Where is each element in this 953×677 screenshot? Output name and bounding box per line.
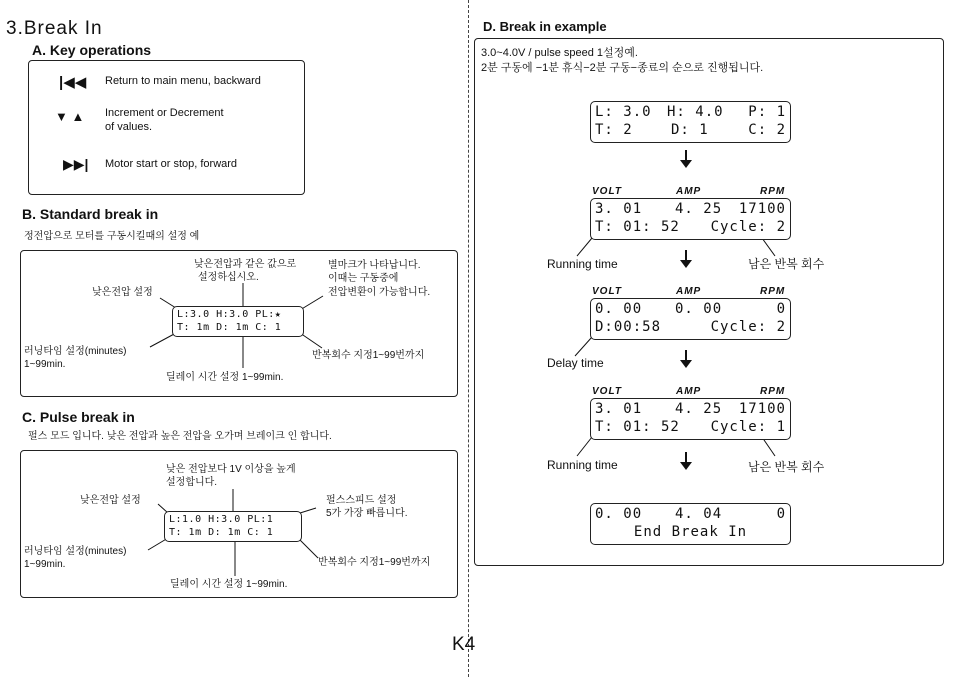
lcd-volt-value: 3. 01 [595, 401, 643, 417]
standard-lcd-row2: T: 1m D: 1m C: 1 [177, 322, 282, 333]
pulse-subtitle: 펄스 모드 입니다. 낮은 전압과 높은 전압을 오가며 브레이크 인 합니다. [28, 431, 332, 442]
lcd-amp-value: 4. 25 [675, 201, 723, 217]
rpm-label: RPM [760, 286, 786, 297]
lcd-time: T: 2 [595, 122, 633, 138]
up-down-icon: ▼ ▲ [55, 109, 85, 124]
page-number: K4 [452, 634, 476, 655]
lcd-pulse: P: 1 [748, 104, 786, 120]
lcd-cycle-value: Cycle: 1 [710, 419, 786, 435]
pulse-lcd-row2: T: 1m D: 1m C: 1 [169, 527, 274, 538]
lcd-cycle-value: Cycle: 2 [710, 319, 786, 335]
standard-ann-low: 낮은전압 설정 [92, 287, 153, 298]
pulse-ann-run2: 1~99min. [24, 559, 66, 570]
amp-label: AMP [676, 286, 702, 297]
standard-ann-same1: 낮은전압과 같은 값으로 [194, 259, 297, 270]
rpm-label: RPM [760, 386, 786, 397]
example-desc2: 2분 구동에 −1분 휴식−2분 구동−종료의 순으로 진행됩니다. [481, 62, 764, 74]
lcd-rpm-value: 17100 [738, 401, 786, 417]
pulse-ann-low: 낮은전압 설정 [80, 495, 141, 506]
lcd-cycle-value: Cycle: 2 [710, 219, 786, 235]
back-icon: |◀◀ [59, 74, 87, 91]
lcd-low-voltage: L: 3.0 [595, 104, 652, 120]
example-lcd-end [590, 503, 791, 545]
standard-heading: B. Standard break in [22, 206, 159, 222]
key-op-updown-text2: of values. [105, 121, 153, 133]
standard-ann-star1: 별마크가 나타납니다. [328, 260, 421, 271]
page-title: 3.Break In [6, 18, 103, 39]
pulse-ann-speed1: 펄스스피드 설정 [326, 495, 397, 506]
running-time-label: Running time [547, 458, 618, 472]
lcd-time-value: T: 01: 52 [595, 419, 680, 435]
lcd-rpm-value: 0 [776, 301, 786, 317]
pulse-lcd-row1: L:1.0 H:3.0 PL:1 [169, 514, 274, 525]
pulse-ann-high2: 설정합니다. [166, 477, 218, 488]
example-desc1: 3.0~4.0V / pulse speed 1설정예. [481, 47, 638, 59]
volt-label: VOLT [592, 286, 622, 297]
standard-ann-star3: 전압변환이 가능합니다. [328, 287, 431, 298]
lcd-time-value: T: 01: 52 [595, 219, 680, 235]
forward-icon: ▶▶| [63, 156, 89, 172]
amp-label: AMP [676, 386, 702, 397]
amp-label: AMP [676, 186, 702, 197]
standard-ann-run2: 1~99min. [24, 359, 66, 370]
key-ops-heading: A. Key operations [32, 42, 152, 58]
rpm-label: RPM [760, 186, 786, 197]
remaining-cycles-label: 남은 반복 회수 [748, 460, 825, 474]
standard-ann-cycle: 반복회수 지정1~99번까지 [312, 350, 425, 361]
pulse-heading: C. Pulse break in [22, 409, 135, 425]
lcd-volt-value: 3. 01 [595, 201, 643, 217]
key-op-updown-text: Increment or Decrement [105, 107, 224, 119]
standard-ann-star2: 이때는 구동중에 [328, 273, 399, 284]
pulse-ann-run1: 러닝타임 설정(minutes) [24, 546, 127, 557]
delay-time-label: Delay time [547, 356, 604, 370]
lcd-rpm-value: 0 [776, 506, 786, 522]
example-heading: D. Break in example [483, 19, 607, 34]
example-lcd-running-2 [590, 398, 791, 440]
key-op-forward-text: Motor start or stop, forward [105, 158, 238, 170]
remaining-cycles-label: 남은 반복 회수 [748, 257, 825, 271]
volt-label: VOLT [592, 386, 622, 397]
standard-ann-run1: 러닝타임 설정(minutes) [24, 346, 127, 357]
standard-ann-same2: 설정하십시오. [198, 272, 259, 283]
pulse-lcd [164, 511, 302, 542]
lcd-amp-value: 4. 25 [675, 401, 723, 417]
standard-lcd [172, 306, 304, 337]
standard-ann-delay: 딜레이 시간 설정 1~99min. [166, 372, 284, 383]
lcd-amp-value: 4. 04 [675, 506, 723, 522]
pulse-ann-delay: 딜레이 시간 설정 1~99min. [170, 579, 288, 590]
standard-subtitle: 정전압으로 모터를 구동시킬때의 설정 예 [24, 231, 200, 242]
key-op-back-text: Return to main menu, backward [105, 75, 261, 87]
example-lcd-running-1 [590, 198, 791, 240]
standard-lcd-row1: L:3.0 H:3.0 PL:★ [177, 309, 282, 320]
lcd-end-message: End Break In [633, 524, 748, 540]
pulse-ann-speed2: 5가 가장 빠릅니다. [326, 508, 408, 519]
lcd-high-voltage: H: 4.0 [667, 104, 724, 120]
running-time-label: Running time [547, 257, 618, 271]
pulse-ann-cycle: 반복회수 지정1~99번까지 [318, 557, 431, 568]
example-lcd-settings [590, 101, 791, 143]
lcd-volt-value: 0. 00 [595, 301, 643, 317]
volt-label: VOLT [592, 186, 622, 197]
lcd-delay: D: 1 [671, 122, 709, 138]
example-lcd-delay [590, 298, 791, 340]
lcd-delay-value: D:00:58 [595, 319, 662, 335]
pulse-ann-high1: 낮은 전압보다 1V 이상을 높게 [166, 464, 296, 475]
lcd-rpm-value: 17100 [738, 201, 786, 217]
lcd-amp-value: 0. 00 [675, 301, 723, 317]
lcd-volt-value: 0. 00 [595, 506, 643, 522]
lcd-cycle: C: 2 [748, 122, 786, 138]
